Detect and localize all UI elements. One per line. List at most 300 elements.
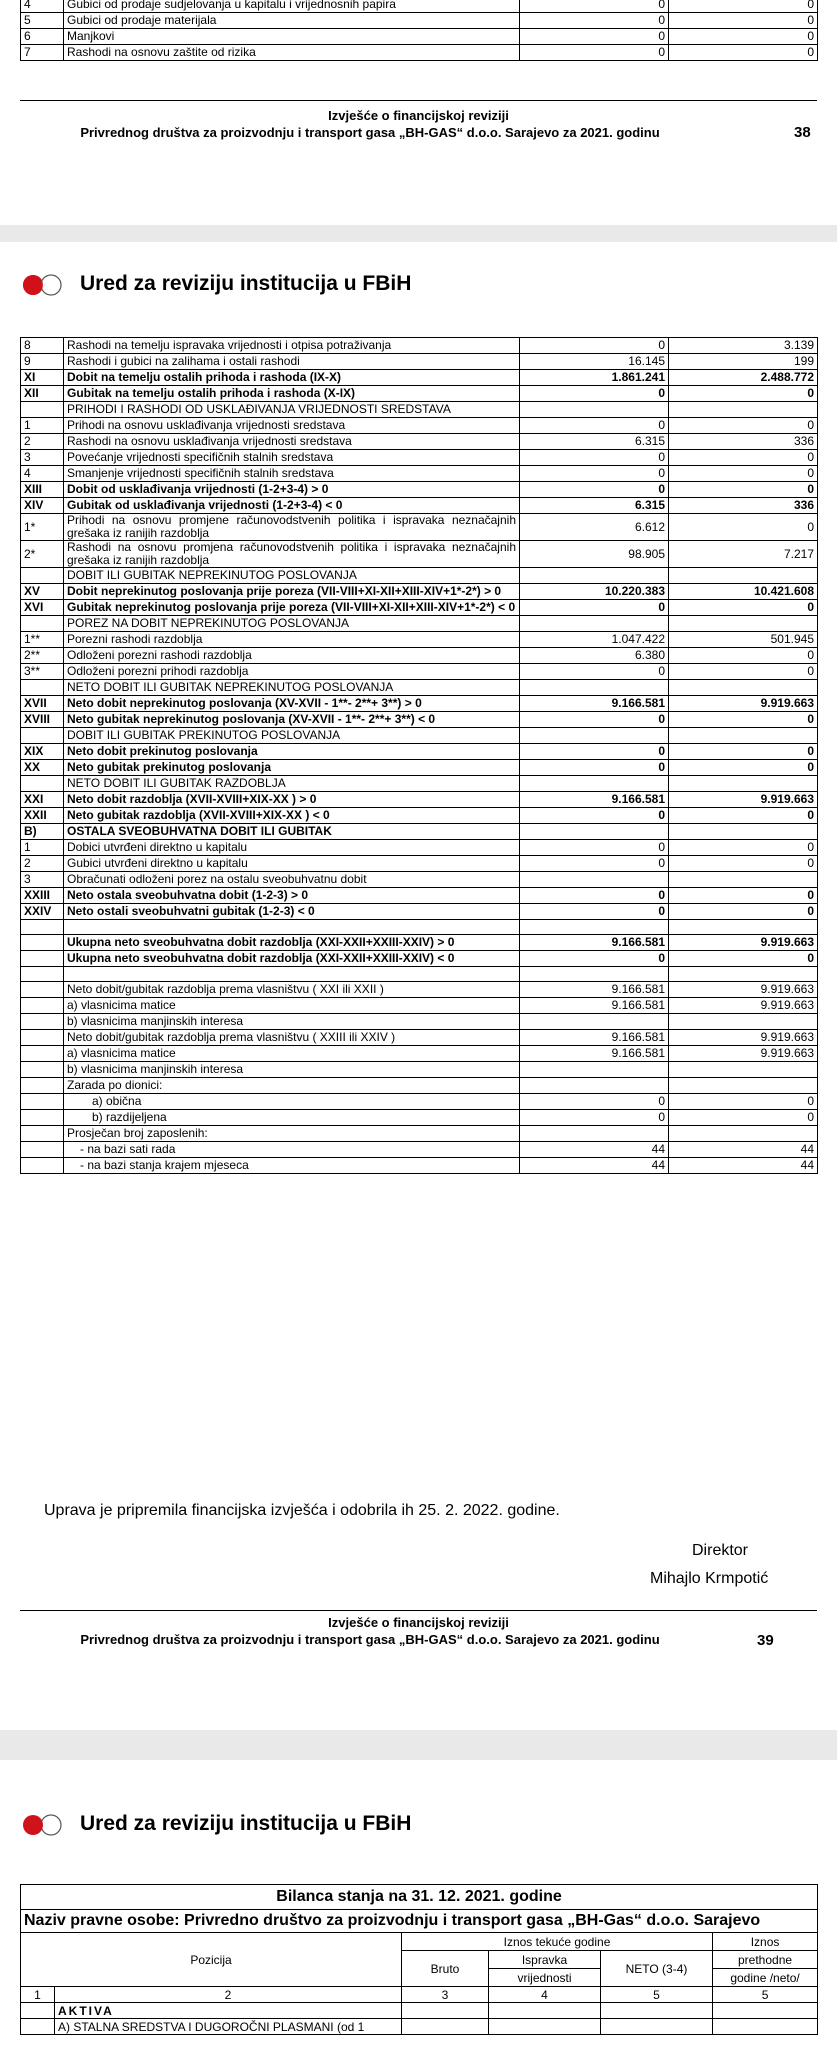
page-39 xyxy=(0,242,837,1730)
balance-sheet-table xyxy=(20,1884,818,2035)
table-row xyxy=(21,402,818,418)
row-number xyxy=(21,982,64,998)
page-40-top xyxy=(0,1760,837,2048)
row-number xyxy=(21,728,64,744)
current-year-value: 0 xyxy=(520,951,669,967)
previous-year-value: 0 xyxy=(669,45,818,61)
table-row xyxy=(21,760,818,776)
current-year-value: 0 xyxy=(520,600,669,616)
footer-rule xyxy=(20,1610,817,1611)
row-number: 8 xyxy=(21,338,64,354)
previous-year-value: 44 xyxy=(669,1158,818,1174)
current-year-value xyxy=(520,1126,669,1142)
table-row xyxy=(21,856,818,872)
row-label: Zarada po dionici: xyxy=(64,1078,520,1094)
table-row xyxy=(21,1142,818,1158)
table-row xyxy=(21,951,818,967)
row-number: 3 xyxy=(21,872,64,888)
previous-year-value xyxy=(669,1062,818,1078)
current-year-value xyxy=(520,1014,669,1030)
current-year-value: 0 xyxy=(520,482,669,498)
current-year-value xyxy=(520,776,669,792)
row-number: 6 xyxy=(21,29,64,45)
row-number: 1* xyxy=(21,514,64,541)
row-number: 2* xyxy=(21,541,64,568)
current-year-value: 98.905 xyxy=(520,541,669,568)
previous-year-value: 0 xyxy=(669,648,818,664)
col-bruto: Bruto xyxy=(402,1951,489,1987)
col-current-year-group: Iznos tekuće godine xyxy=(402,1933,713,1951)
footer-subtitle: Privrednog društva za proizvodnju i transport gasa „BH-GAS“ d.o.o. Sarajevo za 2021. godinu xyxy=(80,125,660,140)
row-number xyxy=(21,776,64,792)
current-year-value: 0 xyxy=(520,888,669,904)
table-row xyxy=(21,466,818,482)
balance-first-item: A) STALNA SREDSTVA I DUGOROČNI PLASMANI (od 1 xyxy=(55,2019,402,2035)
table-row xyxy=(21,872,818,888)
current-year-value: 0 xyxy=(520,29,669,45)
header-title: Ured za reviziju institucija u FBiH xyxy=(80,1812,412,1835)
current-year-value: 9.166.581 xyxy=(520,696,669,712)
row-label: - na bazi sati rada xyxy=(64,1142,520,1158)
previous-year-value: 9.919.663 xyxy=(669,982,818,998)
current-year-value xyxy=(520,920,669,935)
table-row xyxy=(21,450,818,466)
current-year-value: 1.861.241 xyxy=(520,370,669,386)
previous-year-value: 0 xyxy=(669,1094,818,1110)
table-row xyxy=(21,744,818,760)
row-label: Povećanje vrijednosti specifičnih stalnih sredstava xyxy=(64,450,520,466)
previous-year-value: 0 xyxy=(669,29,818,45)
previous-year-value: 0 xyxy=(669,904,818,920)
current-year-value: 0 xyxy=(520,338,669,354)
previous-year-value: 0 xyxy=(669,466,818,482)
row-label: Prihodi na osnovu promjene računovodstvenih politika i ispravaka neznačajnih grešaka iz ranijih razdoblja xyxy=(64,514,520,541)
row-number: XIV xyxy=(21,498,64,514)
row-number: 3 xyxy=(21,450,64,466)
current-year-value xyxy=(520,1062,669,1078)
row-label: Dobit neprekinutog poslovanja prije poreza (VII-VIII+XI-XII+XIII-XIV+1*-2*) > 0 xyxy=(64,584,520,600)
table-row xyxy=(21,680,818,696)
col-ispravka-b: vrijednosti xyxy=(489,1969,601,1987)
previous-year-value: 0 xyxy=(669,808,818,824)
current-year-value: 0 xyxy=(520,466,669,482)
row-label: Rashodi na osnovu usklađivanja vrijednosti sredstava xyxy=(64,434,520,450)
current-year-value: 0 xyxy=(520,13,669,29)
table-row xyxy=(21,824,818,840)
previous-year-value: 501.945 xyxy=(669,632,818,648)
row-label: Odloženi porezni prihodi razdoblja xyxy=(64,664,520,680)
table-row xyxy=(21,1126,818,1142)
row-label: Prosječan broj zaposlenih: xyxy=(64,1126,520,1142)
row-label: b) vlasnicima manjinskih interesa xyxy=(64,1014,520,1030)
income-statement-table xyxy=(20,337,818,1174)
table-row xyxy=(21,998,818,1014)
current-year-value: 9.166.581 xyxy=(520,982,669,998)
table-row xyxy=(21,712,818,728)
row-number xyxy=(21,951,64,967)
current-year-value: 9.166.581 xyxy=(520,1046,669,1062)
previous-year-value xyxy=(669,1126,818,1142)
previous-year-value: 9.919.663 xyxy=(669,792,818,808)
page-38-bottom xyxy=(0,0,837,225)
current-year-value: 9.166.581 xyxy=(520,1030,669,1046)
table-row xyxy=(21,584,818,600)
aktiva-heading: AKTIVA xyxy=(55,2003,402,2019)
previous-year-value: 0 xyxy=(669,514,818,541)
row-label: Neto gubitak prekinutog poslovanja xyxy=(64,760,520,776)
col-prev-year-a: Iznos xyxy=(713,1933,818,1951)
current-year-value xyxy=(520,728,669,744)
current-year-value xyxy=(520,967,669,982)
previous-year-value xyxy=(669,1014,818,1030)
table-row xyxy=(21,338,818,354)
previous-year-value: 0 xyxy=(669,664,818,680)
table-row xyxy=(21,935,818,951)
ured-logo-icon xyxy=(22,1814,64,1836)
current-year-value: 6.315 xyxy=(520,434,669,450)
table-row xyxy=(21,840,818,856)
row-label: - na bazi stanja krajem mjeseca xyxy=(64,1158,520,1174)
table-row xyxy=(21,648,818,664)
row-number xyxy=(21,998,64,1014)
previous-year-value xyxy=(669,967,818,982)
row-number: B) xyxy=(21,824,64,840)
row-label: Neto dobit neprekinutog poslovanja (XV-XVII - 1**- 2**+ 3**) > 0 xyxy=(64,696,520,712)
table-row xyxy=(21,482,818,498)
current-year-value xyxy=(520,680,669,696)
previous-year-value: 0 xyxy=(669,888,818,904)
row-number: XIX xyxy=(21,744,64,760)
row-label: Porezni rashodi razdoblja xyxy=(64,632,520,648)
current-year-value xyxy=(520,824,669,840)
previous-year-value: 0 xyxy=(669,386,818,402)
table-row xyxy=(21,434,818,450)
current-year-value: 0 xyxy=(520,1094,669,1110)
row-label: DOBIT ILI GUBITAK NEPREKINUTOG POSLOVANJA xyxy=(64,568,520,584)
previous-year-value: 9.919.663 xyxy=(669,1030,818,1046)
table-row xyxy=(21,1014,818,1030)
previous-year-value xyxy=(669,402,818,418)
table-row xyxy=(21,600,818,616)
current-year-value xyxy=(520,402,669,418)
row-label: Obračunati odloženi porez na ostalu sveobuhvatnu dobit xyxy=(64,872,520,888)
row-number: 2 xyxy=(21,856,64,872)
row-number xyxy=(21,935,64,951)
row-number: XV xyxy=(21,584,64,600)
current-year-value: 6.315 xyxy=(520,498,669,514)
row-number xyxy=(21,1046,64,1062)
row-label: Smanjenje vrijednosti specifičnih stalnih sredstava xyxy=(64,466,520,482)
previous-year-value: 0 xyxy=(669,0,818,13)
current-year-value: 0 xyxy=(520,450,669,466)
table-row xyxy=(21,370,818,386)
previous-year-value xyxy=(669,872,818,888)
table-row xyxy=(21,982,818,998)
previous-year-value: 7.217 xyxy=(669,541,818,568)
row-number: XIII xyxy=(21,482,64,498)
footer-title: Izvješće o financijskoj reviziji xyxy=(328,1615,509,1630)
row-label: Rashodi na osnovu zaštite od rizika xyxy=(64,45,520,61)
current-year-value: 0 xyxy=(520,0,669,13)
row-label: Neto ostala sveobuhvatna dobit (1-2-3) > 0 xyxy=(64,888,520,904)
previous-year-value: 10.421.608 xyxy=(669,584,818,600)
current-year-value: 0 xyxy=(520,760,669,776)
row-label: b) razdijeljena xyxy=(64,1110,520,1126)
row-number: 4 xyxy=(21,0,64,13)
table-row xyxy=(21,967,818,982)
row-number xyxy=(21,1110,64,1126)
table-row xyxy=(21,776,818,792)
col-neto: NETO (3-4) xyxy=(601,1951,713,1987)
current-year-value: 0 xyxy=(520,856,669,872)
previous-year-value: 336 xyxy=(669,498,818,514)
row-label: Neto dobit/gubitak razdoblja prema vlasništvu ( XXI ili XXII ) xyxy=(64,982,520,998)
row-number: XXI xyxy=(21,792,64,808)
current-year-value: 9.166.581 xyxy=(520,935,669,951)
row-number xyxy=(21,568,64,584)
col-index: 5 xyxy=(713,1987,818,2003)
col-prev-year-c: godine /neto/ xyxy=(713,1969,818,1987)
row-label: Neto gubitak razdoblja (XVII-XVIII+XIX-XX ) < 0 xyxy=(64,808,520,824)
row-label: Neto dobit prekinutog poslovanja xyxy=(64,744,520,760)
previous-year-value: 3.139 xyxy=(669,338,818,354)
current-year-value xyxy=(520,872,669,888)
row-number: XXII xyxy=(21,808,64,824)
current-year-value xyxy=(520,568,669,584)
ured-logo-icon xyxy=(22,274,64,296)
current-year-value: 6.380 xyxy=(520,648,669,664)
previous-year-value: 0 xyxy=(669,600,818,616)
row-number: 1 xyxy=(21,418,64,434)
row-number xyxy=(21,1126,64,1142)
row-label: a) vlasnicima matice xyxy=(64,1046,520,1062)
row-number: XX xyxy=(21,760,64,776)
current-year-value: 44 xyxy=(520,1142,669,1158)
row-number: XXIII xyxy=(21,888,64,904)
table-row xyxy=(21,1062,818,1078)
col-index: 3 xyxy=(402,1987,489,2003)
row-label: Gubitak na temelju ostalih prihoda i rashoda (X-IX) xyxy=(64,386,520,402)
previous-year-value: 9.919.663 xyxy=(669,696,818,712)
row-label: Rashodi na temelju ispravaka vrijednosti i otpisa potraživanja xyxy=(64,338,520,354)
table-row xyxy=(21,920,818,935)
col-prev-year-b: prethodne xyxy=(713,1951,818,1969)
previous-year-value: 0 xyxy=(669,450,818,466)
row-label: PRIHODI I RASHODI OD USKLAĐIVANJA VRIJEDNOSTI SREDSTAVA xyxy=(64,402,520,418)
row-label: a) vlasnicima matice xyxy=(64,998,520,1014)
row-number: 1** xyxy=(21,632,64,648)
row-number xyxy=(21,1142,64,1158)
previous-year-value: 0 xyxy=(669,712,818,728)
previous-year-value: 336 xyxy=(669,434,818,450)
row-label: a) obična xyxy=(64,1094,520,1110)
table-row xyxy=(21,728,818,744)
current-year-value: 0 xyxy=(520,664,669,680)
previous-year-value xyxy=(669,568,818,584)
previous-year-value xyxy=(669,616,818,632)
row-label: Manjkovi xyxy=(64,29,520,45)
table-row xyxy=(21,1094,818,1110)
table-row xyxy=(21,1046,818,1062)
row-label: Dobit od usklađivanja vrijednosti (1-2+3-4) > 0 xyxy=(64,482,520,498)
current-year-value xyxy=(520,616,669,632)
signatory-name: Mihajlo Krmpotić xyxy=(650,1570,769,1587)
row-number xyxy=(21,616,64,632)
footer-subtitle: Privrednog društva za proizvodnju i transport gasa „BH-GAS“ d.o.o. Sarajevo za 2021. godinu xyxy=(80,1632,660,1647)
col-index: 2 xyxy=(55,1987,402,2003)
current-year-value: 1.047.422 xyxy=(520,632,669,648)
row-label: Neto dobit/gubitak razdoblja prema vlasništvu ( XXIII ili XXIV ) xyxy=(64,1030,520,1046)
row-number: XVI xyxy=(21,600,64,616)
row-label: Gubitak neprekinutog poslovanja prije poreza (VII-VIII+XI-XII+XIII-XIV+1*-2*) < 0 xyxy=(64,600,520,616)
row-number xyxy=(21,1014,64,1030)
table-row xyxy=(21,1110,818,1126)
previous-year-value: 9.919.663 xyxy=(669,935,818,951)
footer-rule xyxy=(20,100,817,101)
table-row xyxy=(21,29,818,45)
row-label: Neto dobit razdoblja (XVII-XVIII+XIX-XX ) > 0 xyxy=(64,792,520,808)
col-index: 1 xyxy=(21,1987,55,2003)
row-label: Odloženi porezni rashodi razdoblja xyxy=(64,648,520,664)
table-row xyxy=(21,632,818,648)
row-number xyxy=(21,1158,64,1174)
row-label: Gubici od prodaje materijala xyxy=(64,13,520,29)
current-year-value: 44 xyxy=(520,1158,669,1174)
balance-title: Bilanca stanja na 31. 12. 2021. godine xyxy=(21,1885,818,1910)
row-label: Gubici utvrđeni direktno u kapitalu xyxy=(64,856,520,872)
row-label: OSTALA SVEOBUHVATNA DOBIT ILI GUBITAK xyxy=(64,824,520,840)
row-label: Gubici od prodaje sudjelovanja u kapitalu i vrijednosnih papira xyxy=(64,0,520,13)
legal-entity-name: Naziv pravne osobe: Privredno društvo za proizvodnju i transport gasa „BH-Gas“ d.o.o. Sarajevo xyxy=(21,1910,818,1933)
current-year-value: 9.166.581 xyxy=(520,792,669,808)
previous-year-value xyxy=(669,680,818,696)
page-number: 38 xyxy=(794,124,811,141)
approval-note: Uprava je pripremila financijska izvješća i odobrila ih 25. 2. 2022. godine. xyxy=(44,1502,560,1519)
table-row xyxy=(21,808,818,824)
previous-year-value: 0 xyxy=(669,760,818,776)
row-number: 9 xyxy=(21,354,64,370)
row-number: XII xyxy=(21,386,64,402)
row-label: Dobit na temelju ostalih prihoda i rashoda (IX-X) xyxy=(64,370,520,386)
page-number: 39 xyxy=(757,1632,774,1649)
row-label: Ukupna neto sveobuhvatna dobit razdoblja (XXI-XXII+XXIII-XXIV) > 0 xyxy=(64,935,520,951)
table-row xyxy=(21,904,818,920)
current-year-value: 0 xyxy=(520,744,669,760)
current-year-value: 0 xyxy=(520,1110,669,1126)
previous-year-value: 0 xyxy=(669,1110,818,1126)
table-row xyxy=(21,696,818,712)
table-row xyxy=(21,354,818,370)
table-row xyxy=(21,386,818,402)
table-row xyxy=(21,498,818,514)
previous-year-value xyxy=(669,728,818,744)
signatory-role: Direktor xyxy=(692,1542,749,1559)
previous-year-value: 199 xyxy=(669,354,818,370)
previous-year-value: 0 xyxy=(669,13,818,29)
row-label: Neto gubitak neprekinutog poslovanja (XV-XVII - 1**- 2**+ 3**) < 0 xyxy=(64,712,520,728)
row-label: Ukupna neto sveobuhvatna dobit razdoblja (XXI-XXII+XXIII-XXIV) < 0 xyxy=(64,951,520,967)
current-year-value: 0 xyxy=(520,808,669,824)
header-title: Ured za reviziju institucija u FBiH xyxy=(80,272,412,295)
col-ispravka-a: Ispravka xyxy=(489,1951,601,1969)
previous-year-value xyxy=(669,1078,818,1094)
current-year-value: 9.166.581 xyxy=(520,998,669,1014)
row-label xyxy=(64,967,520,982)
current-year-value: 6.612 xyxy=(520,514,669,541)
row-number: 4 xyxy=(21,466,64,482)
current-year-value: 0 xyxy=(520,418,669,434)
row-number: XVIII xyxy=(21,712,64,728)
row-number: XXIV xyxy=(21,904,64,920)
table-row xyxy=(21,568,818,584)
row-label: Dobici utvrđeni direktno u kapitalu xyxy=(64,840,520,856)
row-label: NETO DOBIT ILI GUBITAK RAZDOBLJA xyxy=(64,776,520,792)
previous-year-value: 0 xyxy=(669,840,818,856)
row-number xyxy=(21,680,64,696)
current-year-value: 0 xyxy=(520,712,669,728)
row-label: DOBIT ILI GUBITAK PREKINUTOG POSLOVANJA xyxy=(64,728,520,744)
table-row xyxy=(21,418,818,434)
current-year-value: 16.145 xyxy=(520,354,669,370)
row-number xyxy=(21,1030,64,1046)
current-year-value xyxy=(520,1078,669,1094)
row-label: NETO DOBIT ILI GUBITAK NEPREKINUTOG POSLOVANJA xyxy=(64,680,520,696)
previous-year-value: 0 xyxy=(669,744,818,760)
row-number: XVII xyxy=(21,696,64,712)
col-pozicija: Pozicija xyxy=(21,1933,402,1987)
table-row xyxy=(21,888,818,904)
previous-year-value xyxy=(669,920,818,935)
previous-year-value: 44 xyxy=(669,1142,818,1158)
row-number xyxy=(21,402,64,418)
table-row xyxy=(21,1030,818,1046)
previous-year-value: 9.919.663 xyxy=(669,998,818,1014)
previous-year-value xyxy=(669,776,818,792)
current-year-value: 0 xyxy=(520,386,669,402)
col-index: 5 xyxy=(601,1987,713,2003)
row-number xyxy=(21,1094,64,1110)
row-label: Gubitak od usklađivanja vrijednosti (1-2+3-4) < 0 xyxy=(64,498,520,514)
row-number xyxy=(21,920,64,935)
table-row xyxy=(21,45,818,61)
row-number: 5 xyxy=(21,13,64,29)
current-year-value: 10.220.383 xyxy=(520,584,669,600)
previous-year-value: 0 xyxy=(669,418,818,434)
row-number: 7 xyxy=(21,45,64,61)
table-row xyxy=(21,541,818,568)
row-number: XI xyxy=(21,370,64,386)
income-statement-continued-table xyxy=(20,0,818,61)
table-row xyxy=(21,664,818,680)
footer-title: Izvješće o financijskoj reviziji xyxy=(328,108,509,123)
row-number: 2** xyxy=(21,648,64,664)
table-row xyxy=(21,1078,818,1094)
previous-year-value: 2.488.772 xyxy=(669,370,818,386)
row-number xyxy=(21,1078,64,1094)
col-index: 4 xyxy=(489,1987,601,2003)
previous-year-value: 0 xyxy=(669,856,818,872)
row-number: 2 xyxy=(21,434,64,450)
table-row xyxy=(21,514,818,541)
table-row xyxy=(21,792,818,808)
row-number: 3** xyxy=(21,664,64,680)
row-label: b) vlasnicima manjinskih interesa xyxy=(64,1062,520,1078)
row-label: Rashodi na osnovu promjena računovodstvenih politika i ispravaka neznačajnih grešaka iz ranijih razdoblja xyxy=(64,541,520,568)
row-label: Neto ostali sveobuhvatni gubitak (1-2-3) < 0 xyxy=(64,904,520,920)
row-label xyxy=(64,920,520,935)
row-number xyxy=(21,1062,64,1078)
row-label: Rashodi i gubici na zalihama i ostali rashodi xyxy=(64,354,520,370)
